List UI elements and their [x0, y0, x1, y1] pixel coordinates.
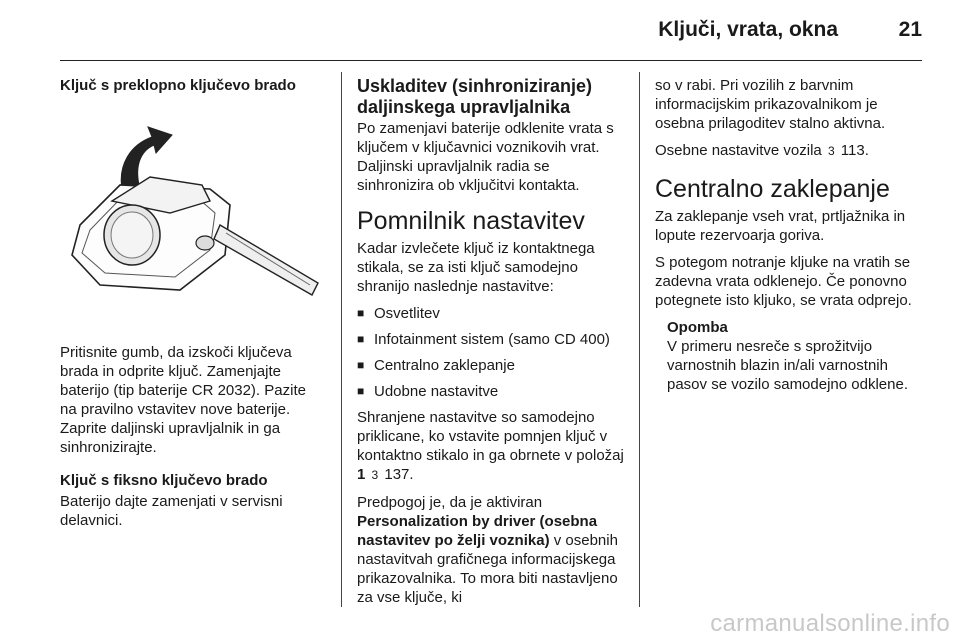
coin-battery-face [111, 212, 153, 258]
header-divider [60, 60, 922, 61]
heading-folding-key: Ključ s preklopno ključevo brado [60, 77, 296, 94]
settings-list [357, 304, 627, 401]
prerequisite-suffix: v osebnih nastavitvah grafičnega informacijskega prikazovalnika. To mora biti nastavljeno za vse ključe, ki [357, 532, 618, 606]
heading-fixed-key: Ključ s fiksno ključevo brado [60, 472, 268, 489]
list-item: ■ Centralno zaklepanje [357, 356, 627, 375]
page-reference: 113. [840, 142, 869, 159]
watermark: carmanualsonline.info [710, 610, 950, 637]
heading-sync: Uskladitev (sinhroniziranje) daljinskega upravljalnika [357, 76, 593, 117]
personalization-setting: Personalization by driver (osebna nastavitev po želji voznika) [357, 513, 598, 549]
prerequisite-text: Predpogoj je, da je aktiviran [357, 494, 543, 511]
note-text: V primeru nesreče s sprožitvijo varnostnih blazin in/ali varnostnih pasov se vozilo samodejno odklene. [667, 338, 908, 393]
paragraph-door-handle: S potegom notranje kljuke na vratih se zadevna vrata odklenejo. Če ponovno potegnete isto kljuko, se vrata odprejo. [655, 254, 912, 309]
key-blade-groove [226, 233, 310, 285]
page-number: 21 [898, 18, 922, 41]
vehicle-settings-text: Osebne nastavitve vozila [655, 142, 822, 159]
paragraph-battery-replacement: Pritisnite gumb, da izskoči ključeva brada in odprite ključ. Zamenjajte baterijo (tip baterije CR 2032). Pazite na pravilno vstavitev nove baterije. Zaprite daljinski upravljalnik in ga sinhronizirajte. [60, 344, 306, 456]
column-1 [60, 76, 326, 538]
release-button [196, 236, 214, 250]
note-title: Opomba [667, 319, 728, 336]
paragraph-service: Baterijo dajte zamenjati v servisni delavnici. [60, 493, 283, 529]
page-reference-icon: 3 [827, 144, 835, 158]
column-divider-1 [341, 72, 342, 607]
list-item: ■ Infotainment sistem (samo CD 400) [357, 330, 627, 349]
paragraph-central-locking: Za zaklepanje vseh vrat, prtljažnika in lopute rezervoarja goriva. [655, 208, 906, 244]
list-item: ■ Udobne nastavitve [357, 382, 627, 401]
page-reference-icon: 3 [371, 468, 379, 482]
page-reference: 137. [384, 466, 414, 483]
ignition-position: 1 [357, 466, 366, 483]
paragraph-continued: so v rabi. Pri vozilih z barvnim informacijskim prikazovalnikom je osebna prilagoditev stalno aktivna. [655, 77, 886, 132]
column-divider-2 [639, 72, 640, 607]
note-box [667, 318, 930, 394]
paragraph-recall [357, 408, 627, 485]
heading-central-locking: Centralno zaklepanje [655, 175, 890, 203]
paragraph-prerequisite [357, 493, 627, 607]
key-battery-figure [60, 105, 326, 319]
heading-memory: Pomnilnik nastavitev [357, 207, 585, 235]
column-2 [357, 76, 627, 615]
section-title: Ključi, vrata, okna [658, 18, 838, 41]
recall-text: Shranjene nastavitve so samodejno priklicane, ko vstavite pomnjen ključ v kontaktno stikalo in ga obrnete v položaj [357, 409, 624, 464]
paragraph-memory-intro: Kadar izvlečete ključ iz kontaktnega stikala, se za isti ključ samodejno shranijo naslednje nastavitve: [357, 240, 595, 295]
list-item: ■ Osvetlitev [357, 304, 627, 323]
paragraph-vehicle-settings [655, 141, 930, 161]
key-battery-illustration [60, 105, 326, 319]
paragraph-sync: Po zamenjavi baterije odklenite vrata s ključem v ključavnici voznikovih vrat. Daljinski upravljalnik radia se sinhronizira ob vključitvi kontakta. [357, 120, 614, 194]
column-3 [655, 76, 930, 394]
